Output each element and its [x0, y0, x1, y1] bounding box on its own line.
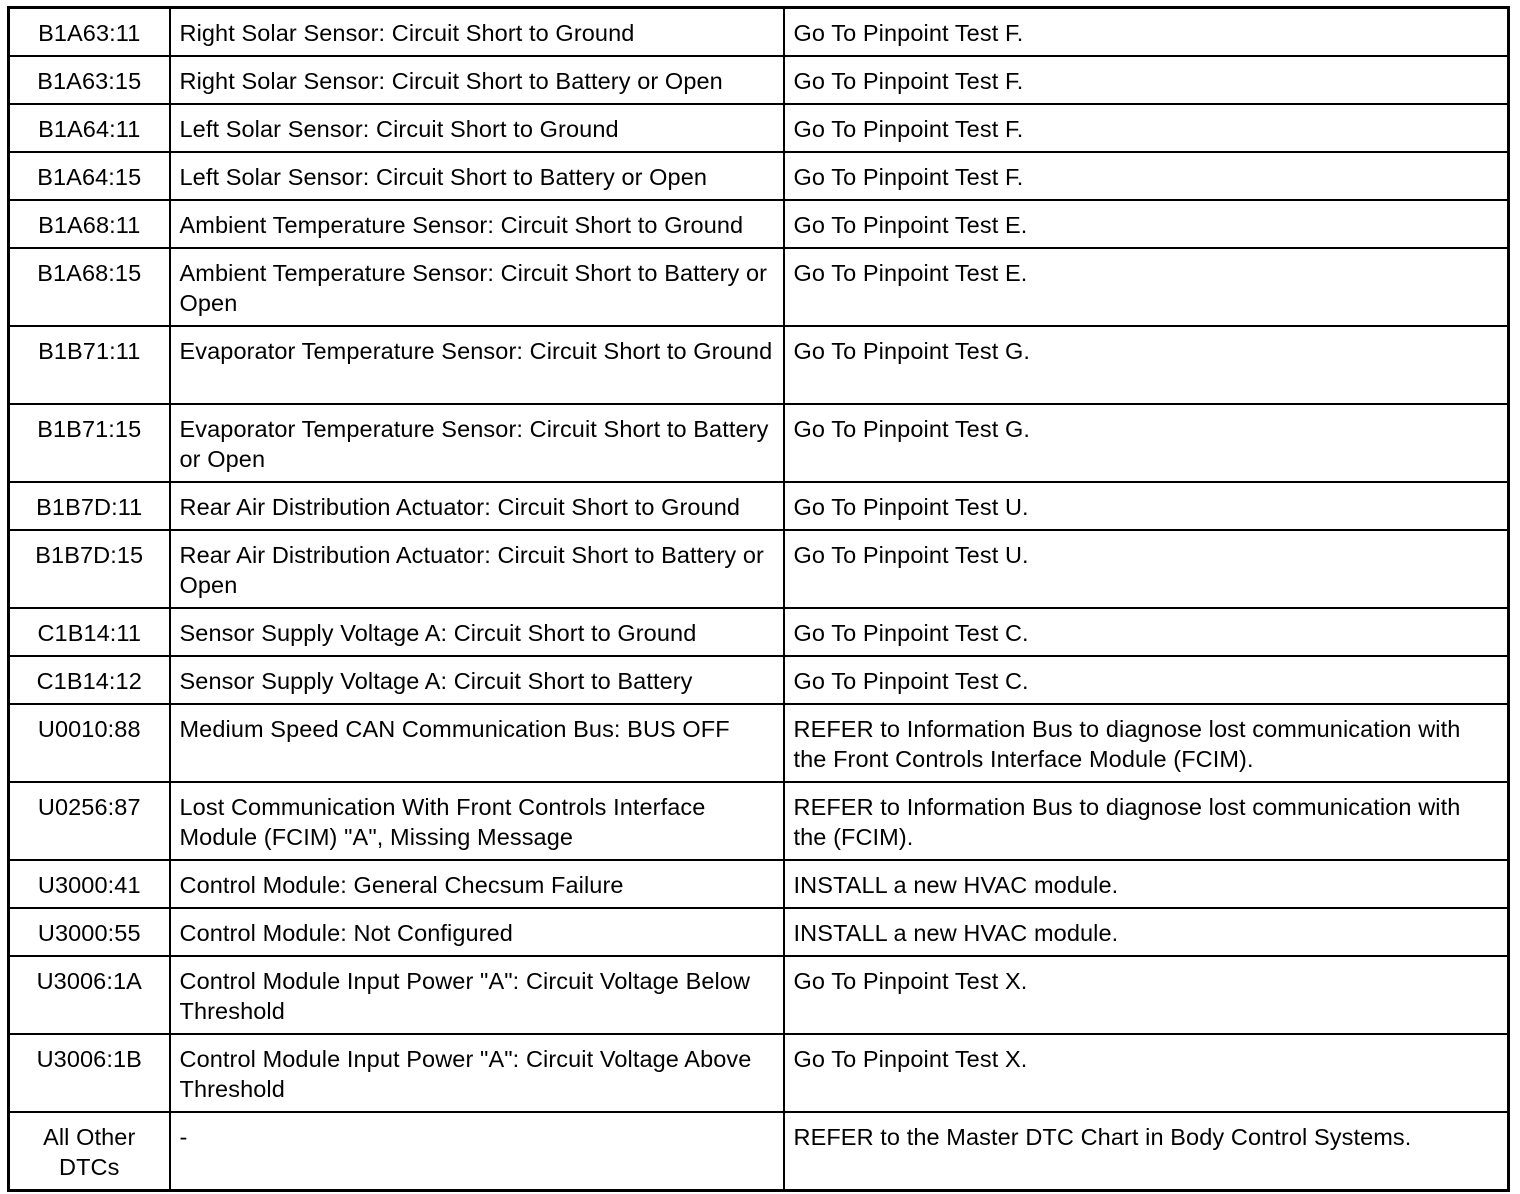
dtc-action-cell: Go To Pinpoint Test F.	[784, 56, 1509, 104]
dtc-action-cell: REFER to the Master DTC Chart in Body Control Systems.	[784, 1112, 1509, 1191]
dtc-description-cell: Rear Air Distribution Actuator: Circuit Short to Battery or Open	[170, 530, 784, 608]
dtc-code-cell: U3006:1B	[9, 1034, 170, 1112]
table-row	[9, 482, 1509, 530]
dtc-action-cell: Go To Pinpoint Test F.	[784, 8, 1509, 57]
table-row	[9, 8, 1509, 57]
dtc-description-cell: Sensor Supply Voltage A: Circuit Short to Battery	[170, 656, 784, 704]
table-row	[9, 248, 1509, 326]
dtc-code-cell: C1B14:11	[9, 608, 170, 656]
dtc-code-cell: U3000:41	[9, 860, 170, 908]
dtc-description-cell: Lost Communication With Front Controls Interface Module (FCIM) "A", Missing Message	[170, 782, 784, 860]
dtc-description-cell: Right Solar Sensor: Circuit Short to Ground	[170, 8, 784, 57]
dtc-action-cell: Go To Pinpoint Test C.	[784, 608, 1509, 656]
dtc-code-cell: B1A64:15	[9, 152, 170, 200]
dtc-action-cell: Go To Pinpoint Test C.	[784, 656, 1509, 704]
dtc-description-cell: Ambient Temperature Sensor: Circuit Short to Ground	[170, 200, 784, 248]
dtc-action-cell: Go To Pinpoint Test X.	[784, 1034, 1509, 1112]
dtc-description-cell: Left Solar Sensor: Circuit Short to Battery or Open	[170, 152, 784, 200]
dtc-code-cell: U0010:88	[9, 704, 170, 782]
table-row	[9, 404, 1509, 482]
table-row	[9, 782, 1509, 860]
table-row	[9, 56, 1509, 104]
dtc-code-cell: B1B7D:15	[9, 530, 170, 608]
dtc-code-cell: C1B14:12	[9, 656, 170, 704]
table-row	[9, 608, 1509, 656]
dtc-code-cell: B1B71:11	[9, 326, 170, 404]
dtc-action-cell: Go To Pinpoint Test F.	[784, 104, 1509, 152]
dtc-action-cell: INSTALL a new HVAC module.	[784, 908, 1509, 956]
dtc-description-cell: Control Module: Not Configured	[170, 908, 784, 956]
table-row	[9, 1034, 1509, 1112]
dtc-action-cell: Go To Pinpoint Test F.	[784, 152, 1509, 200]
dtc-action-cell: Go To Pinpoint Test G.	[784, 404, 1509, 482]
table-row	[9, 956, 1509, 1034]
dtc-action-cell: Go To Pinpoint Test U.	[784, 482, 1509, 530]
dtc-description-cell: Right Solar Sensor: Circuit Short to Battery or Open	[170, 56, 784, 104]
dtc-description-cell: -	[170, 1112, 784, 1191]
dtc-description-cell: Ambient Temperature Sensor: Circuit Short to Battery or Open	[170, 248, 784, 326]
dtc-description-cell: Evaporator Temperature Sensor: Circuit Short to Battery or Open	[170, 404, 784, 482]
table-row	[9, 1112, 1509, 1191]
dtc-code-cell: B1A68:15	[9, 248, 170, 326]
table-row	[9, 530, 1509, 608]
dtc-description-cell: Medium Speed CAN Communication Bus: BUS OFF	[170, 704, 784, 782]
dtc-code-cell: U3006:1A	[9, 956, 170, 1034]
dtc-code-cell: All Other DTCs	[9, 1112, 170, 1191]
dtc-code-cell: U0256:87	[9, 782, 170, 860]
dtc-action-cell: Go To Pinpoint Test U.	[784, 530, 1509, 608]
dtc-action-cell: Go To Pinpoint Test E.	[784, 200, 1509, 248]
dtc-description-cell: Control Module Input Power "A": Circuit Voltage Below Threshold	[170, 956, 784, 1034]
table-row	[9, 656, 1509, 704]
table-row	[9, 908, 1509, 956]
dtc-action-cell: INSTALL a new HVAC module.	[784, 860, 1509, 908]
dtc-table-body	[9, 8, 1509, 1191]
dtc-code-cell: B1A63:11	[9, 8, 170, 57]
dtc-action-cell: REFER to Information Bus to diagnose lost communication with the (FCIM).	[784, 782, 1509, 860]
dtc-description-cell: Control Module: General Checsum Failure	[170, 860, 784, 908]
dtc-action-cell: Go To Pinpoint Test G.	[784, 326, 1509, 404]
dtc-code-cell: B1B7D:11	[9, 482, 170, 530]
dtc-description-cell: Rear Air Distribution Actuator: Circuit Short to Ground	[170, 482, 784, 530]
table-row	[9, 704, 1509, 782]
dtc-action-cell: REFER to Information Bus to diagnose lost communication with the Front Controls Interface Module (FCIM).	[784, 704, 1509, 782]
table-row	[9, 152, 1509, 200]
dtc-description-cell: Evaporator Temperature Sensor: Circuit Short to Ground	[170, 326, 784, 404]
table-row	[9, 326, 1509, 404]
dtc-description-cell: Sensor Supply Voltage A: Circuit Short to Ground	[170, 608, 784, 656]
dtc-table	[7, 6, 1510, 1192]
table-row	[9, 860, 1509, 908]
dtc-code-cell: B1A64:11	[9, 104, 170, 152]
dtc-code-cell: U3000:55	[9, 908, 170, 956]
dtc-code-cell: B1B71:15	[9, 404, 170, 482]
dtc-code-cell: B1A63:15	[9, 56, 170, 104]
dtc-code-cell: B1A68:11	[9, 200, 170, 248]
table-row	[9, 104, 1509, 152]
table-row	[9, 200, 1509, 248]
dtc-action-cell: Go To Pinpoint Test E.	[784, 248, 1509, 326]
dtc-description-cell: Control Module Input Power "A": Circuit Voltage Above Threshold	[170, 1034, 784, 1112]
dtc-description-cell: Left Solar Sensor: Circuit Short to Ground	[170, 104, 784, 152]
dtc-action-cell: Go To Pinpoint Test X.	[784, 956, 1509, 1034]
